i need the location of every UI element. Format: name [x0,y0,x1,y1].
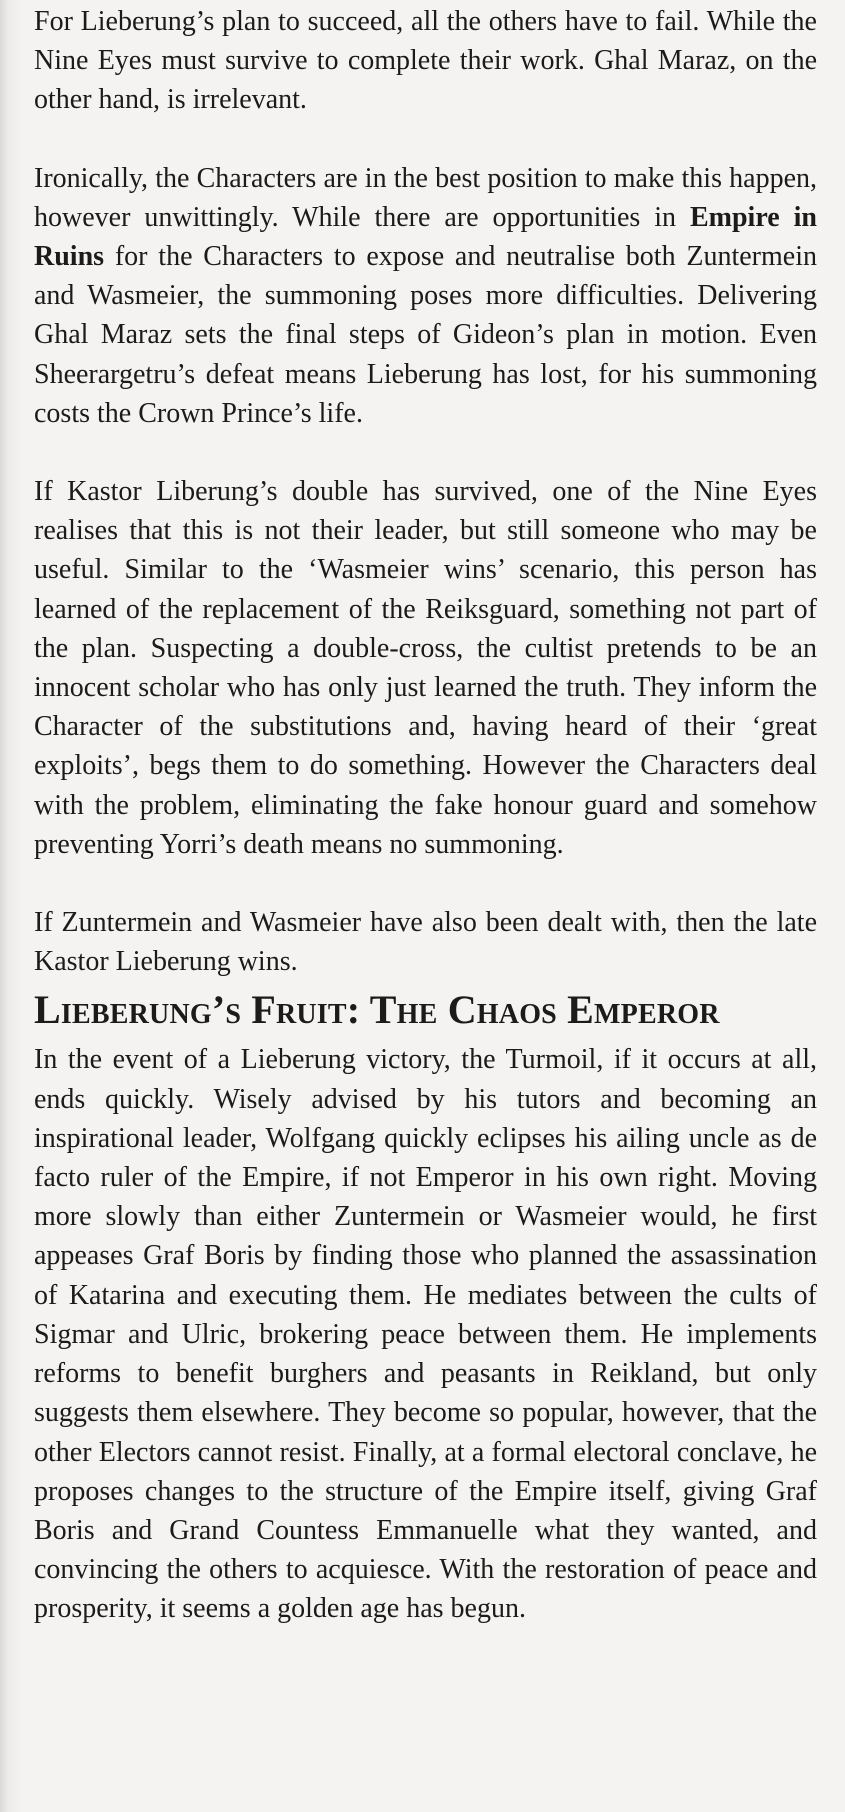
paragraph-ironically-end: for the Characters to expose and neutralise both Zuntermein and Wasmeier, the summoning poses more difficulties. Delivering Ghal Maraz sets the final steps of Gideon’s plan in motion. Even Sheerargetru’s defeat means Lieberung has lost, for his summoning costs the Crown Prince’s life. [34,241,817,429]
paragraph-lieberung-wins: If Zuntermein and Wasmeier have also been dealt with, then the late Kastor Lieberung wins. [34,907,817,978]
paragraph-kastor-double: If Kastor Liberung’s double has survived, one of the Nine Eyes realises that this is not their leader, but still someone who may be useful. Similar to the ‘Wasmeier wins’ scenario, this person has learned of the replacement of the Reiksguard, something not part of the plan. Suspecting a double-cross, the cultist pretends to be an innocent scholar who has only just learned the truth. They inform the Character of the substitutions and, having heard of their ‘great exploits’, begs them to do something. However the Characters deal with the problem, eliminating the fake honour guard and somehow preventing Yorri’s death means no summoning. [34,476,817,860]
paragraph-ironically [34,159,817,433]
section-heading: Lieberung’s Fruit: The Chaos Emperor [34,987,720,1033]
section-body [34,1040,817,1628]
book-title-empire-in-ruins: Empire in Ruins [34,201,817,273]
paragraph-chaos-emperor: In the event of a Lieberung victory, the Turmoil, if it occurs at all, ends quickly. Wisely advised by his tutors and becoming an inspirational leader, Wolfgang quickly eclipses his ailing uncle as de facto ruler of the Empire, if not Emperor in his own right. Moving more slowly than either Zuntermein or Wasmeier would, he first appeases Graf Boris by finding those who planned the assassination of Katarina and executing them. He mediates between the cults of Sigmar and Ulric, brokering peace between them. He implements reforms to benefit burghers and peasants in Reikland, but only suggests them elsewhere. They become so popular, however, that the other Electors cannot resist. Finally, at a formal electoral conclave, he proposes changes to the structure of the Empire itself, giving Graf Boris and Grand Countess Emmanuelle what they wanted, and convincing the others to acquiesce. With the restoration of peace and prosperity, it seems a golden age has begun. [34,1044,817,1625]
paragraph-lieberung-plan: For Lieberung’s plan to succeed, all the others have to fail. While the Nine Eyes must survive to complete their work. Ghal Maraz, on the other hand, is irrelevant. [34,6,817,116]
paragraph-ironically-start: Ironically, the Characters are in the best position to make this happen, however unwittingly. While there are opportunities in [34,162,817,233]
